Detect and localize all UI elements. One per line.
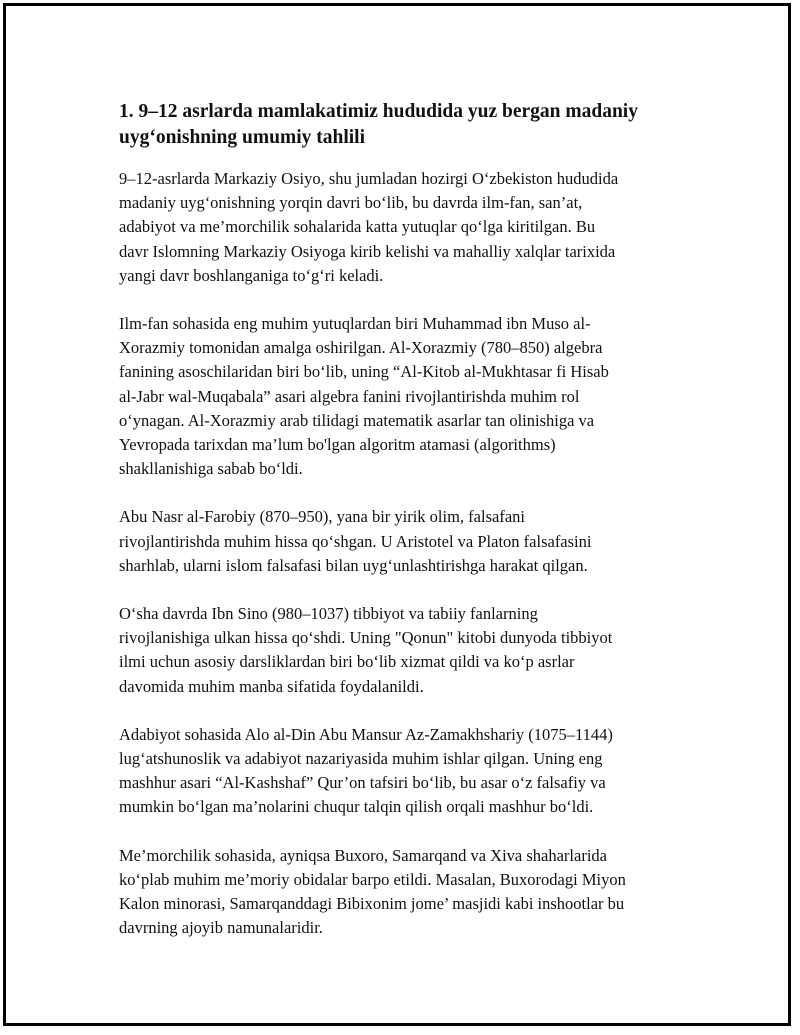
text-line: Yevropada tarixdan ma’lum bo'lgan algoritm atamasi (algorithms) [119,435,556,455]
text-line: davr Islomning Markaziy Osiyoga kirib kelishi va mahalliy xalqlar tarixida [119,241,616,261]
text-line: lug‘atshunoslik va adabiyot nazariyasida muhim ishlar qilgan. Uning eng [119,749,603,769]
text-line: al-Jabr wal-Muqabala” asari algebra fanini rivojlantirishda muhim rol [119,386,580,406]
section-heading [119,99,699,151]
text-line: davomida muhim manba sifatida foydalanildi. [119,676,424,696]
paragraph-architecture [119,844,699,941]
text-line: Abu Nasr al-Farobiy (870–950), yana bir yirik olim, falsafani [119,507,525,527]
text-line: fanining asoschilaridan biri bo‘lib, uning “Al-Kitob al-Mukhtasar fi Hisab [119,362,609,382]
text-line: 9–12-asrlarda Markaziy Osiyo, shu jumladan hozirgi O‘zbekiston hududida [119,169,619,188]
text-line: o‘ynagan. Al-Xorazmiy arab tilidagi matematik asarlar tan olinishiga va [119,410,595,430]
paragraph-farobiy [119,505,699,578]
text-line: Adabiyot sohasida Alo al-Din Abu Mansur Az-Zamakhshariy (1075–1144) [119,724,613,744]
text-line: sharhlab, ularni islom falsafasi bilan uyg‘unlashtirishga harakat qilgan. [119,555,588,575]
text-line: rivojlantirishda muhim hissa qo‘shgan. U Aristotel va Platon falsafasini [119,531,592,551]
text-line: ilmi uchun asosiy darsliklardan biri bo‘lib xizmat qildi va ko‘p asrlar [119,652,575,672]
paragraph-intro [119,167,699,288]
heading-line: uyg‘onishning umumiy tahlili [119,127,365,148]
text-line: davrning ajoyib namunalaridir. [119,918,323,938]
paragraph-xorazmiy [119,312,699,481]
text-line: Xorazmiy tomonidan amalga oshirilgan. Al-Xorazmiy (780–850) algebra [119,338,603,358]
text-line: rivojlanishiga ulkan hissa qo‘shdi. Uning "Qonun" kitobi dunyoda tibbiyot [119,628,613,648]
text-line: mashhur asari “Al-Kashshaf” Qur’on tafsiri bo‘lib, bu asar o‘z falsafiy va [119,773,606,793]
text-line: Kalon minorasi, Samarqanddagi Bibixonim jome’ masjidi kabi inshootlar bu [119,894,625,914]
text-line: madaniy uyg‘onishning yorqin davri bo‘lib, bu davrda ilm-fan, san’at, [119,193,583,213]
text-line: ko‘plab muhim me’moriy obidalar barpo etildi. Masalan, Buxorodagi Miyon [119,869,626,889]
text-line: mumkin bo‘lgan ma’nolarini chuqur talqin qilish orqali mashhur bo‘ldi. [119,797,594,817]
text-line: shakllanishiga sabab bo‘ldi. [119,459,303,479]
text-line: yangi davr boshlanganiga to‘g‘ri keladi. [119,265,384,285]
paragraph-ibn-sino [119,602,699,699]
document-body [119,99,699,964]
text-line: Me’morchilik sohasida, ayniqsa Buxoro, Samarqand va Xiva shaharlarida [119,845,607,865]
heading-line: 1. 9–12 asrlarda mamlakatimiz hududida yuz bergan madaniy [119,101,638,122]
page-frame [3,3,791,1026]
text-line: O‘sha davrda Ibn Sino (980–1037) tibbiyot va tabiiy fanlarning [119,604,538,624]
text-line: adabiyot va me’morchilik sohalarida katta yutuqlar qo‘lga kiritilgan. Bu [119,217,596,237]
text-line: Ilm-fan sohasida eng muhim yutuqlardan biri Muhammad ibn Muso al- [119,314,591,334]
paragraph-zamakhshariy [119,723,699,820]
